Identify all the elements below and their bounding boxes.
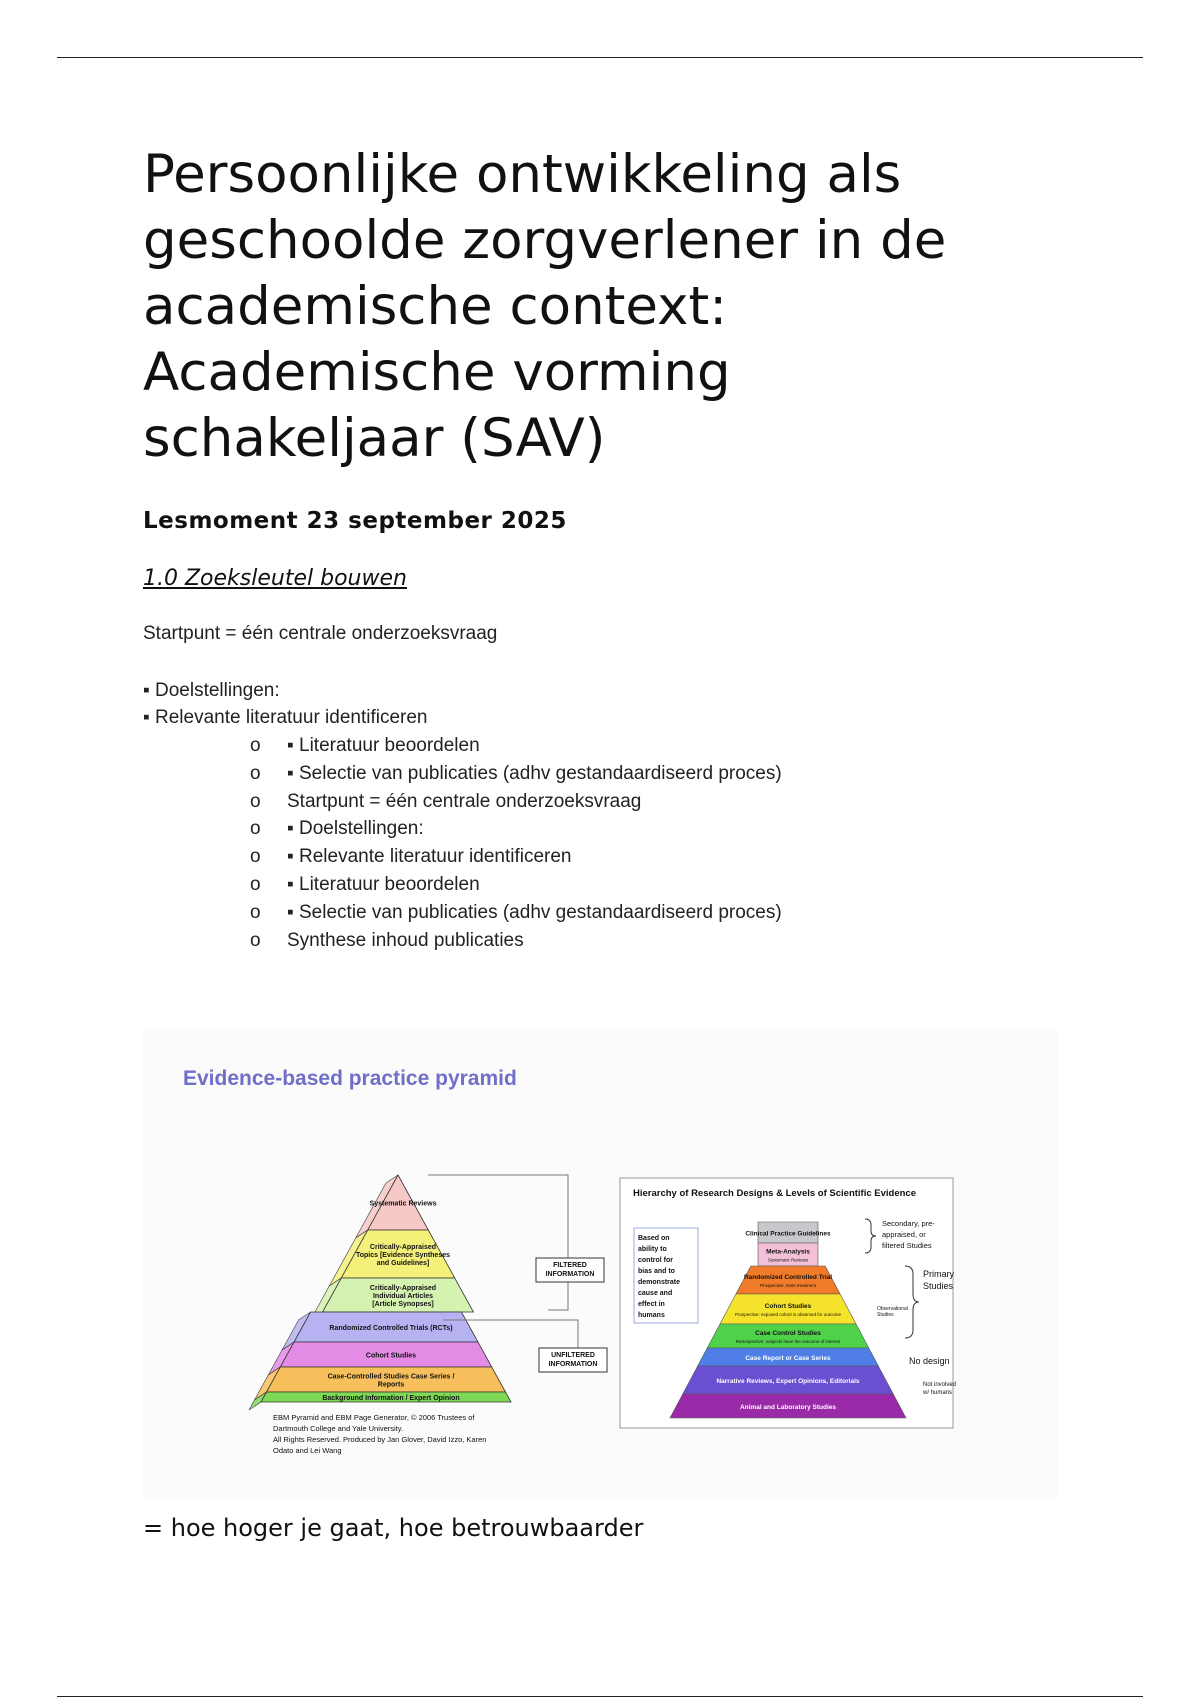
sub-list-text: ▪ Selectie van publicaties (adhv gestandaardiseerd proces) bbox=[287, 901, 782, 923]
pyramid-level-label: Randomized Controlled Trials (RCTs) bbox=[329, 1325, 453, 1332]
side-note-box bbox=[634, 1228, 698, 1323]
hierarchy-level-sublabel: Prospective, tests treatment bbox=[760, 1283, 816, 1288]
side-note-line: Based on ability to control for bias and to demonstrate cause and effect in humans bbox=[638, 1235, 681, 1319]
bullet-item: ▪ Relevante literatuur identificeren bbox=[143, 707, 428, 728]
right-pyramid-title: Hierarchy of Research Designs & Levels of Scientific Evidence bbox=[633, 1188, 917, 1199]
sub-list-item bbox=[250, 732, 782, 760]
hierarchy-level-sublabel: Retrospective: subjects have the outcome of interest bbox=[735, 1339, 841, 1344]
hierarchy-level-label: Cohort Studies bbox=[764, 1303, 812, 1310]
bullet-item: ▪ Doelstellingen: bbox=[143, 680, 280, 701]
pyramid-level-label: Critically-Appraised Topics [Evidence Syntheses and Guidelines] bbox=[355, 1244, 451, 1267]
sub-list-item bbox=[250, 927, 782, 955]
title-line: geschoolde zorgverlener in de bbox=[143, 210, 947, 271]
list-marker: o bbox=[250, 873, 261, 895]
secondary-label: Secondary, pre-appraised, or filtered Studies bbox=[882, 1219, 935, 1250]
sub-list-item bbox=[250, 899, 782, 927]
list-marker: o bbox=[250, 762, 261, 784]
hierarchy-level-label: Meta-Analysis bbox=[766, 1248, 810, 1256]
pyramid-credit bbox=[273, 1413, 486, 1455]
left-pyramid bbox=[249, 1175, 607, 1455]
sub-list-text: ▪ Relevante literatuur identificeren bbox=[287, 846, 572, 868]
list-marker: o bbox=[250, 735, 261, 756]
bullet-list bbox=[143, 677, 428, 731]
credit-line: EBM Pyramid and EBM Page Generator, © 2006 Trustees of Dartmouth College and Yale University. All Rights Reserved. Produced by Jan Glover, David Izzo, Karen Odato and Lei Wang bbox=[273, 1413, 487, 1455]
sub-list-text: Startpunt = één centrale onderzoeksvraag bbox=[287, 790, 642, 812]
not-involved-label: Not involved w/ humans bbox=[923, 1382, 957, 1396]
no-design-label: No design bbox=[909, 1356, 950, 1366]
right-pyramid bbox=[620, 1178, 956, 1428]
sub-list bbox=[250, 732, 782, 954]
sub-list-text: ▪ Literatuur beoordelen bbox=[287, 873, 480, 895]
hierarchy-level-label: Animal and Laboratory Studies bbox=[739, 1404, 837, 1411]
unfiltered-label: UNFILTERED INFORMATION bbox=[548, 1352, 598, 1368]
list-marker: o bbox=[250, 929, 261, 951]
title-line: Academische vorming bbox=[143, 342, 731, 403]
title-line: Persoonlijke ontwikkeling als bbox=[143, 144, 902, 205]
filtered-label: FILTERED INFORMATION bbox=[545, 1262, 595, 1278]
pyramid-level-label: Critically-Appraised Individual Articles [Article Synopses] bbox=[369, 1285, 437, 1308]
title-line: academische context: bbox=[143, 276, 728, 337]
hierarchy-level-label: Clinical Practice Guidelines bbox=[745, 1230, 831, 1238]
sub-list-text: Synthese inhoud publicaties bbox=[287, 929, 524, 951]
conclusion-text: = hoe hoger je gaat, hoe betrouwbaarder bbox=[143, 1514, 644, 1542]
evidence-pyramid-svg bbox=[143, 1030, 1058, 1500]
list-marker: o bbox=[250, 901, 261, 923]
observational-label: Observational Studies bbox=[877, 1306, 908, 1318]
evidence-pyramid-figure bbox=[143, 1030, 1058, 1500]
list-marker: o bbox=[250, 790, 261, 812]
hierarchy-level-label: Narrative Reviews, Expert Opinions, Editorials bbox=[716, 1378, 860, 1385]
pyramid-level-label: Case-Controlled Studies Case Series / Reports bbox=[327, 1373, 455, 1389]
sub-list-item bbox=[250, 815, 782, 843]
list-marker: o bbox=[250, 818, 261, 840]
figure-heading: Evidence-based practice pyramid bbox=[183, 1067, 517, 1090]
hierarchy-level-sublabel: Systematic Reviews bbox=[767, 1257, 809, 1263]
title-line: schakeljaar (SAV) bbox=[143, 408, 606, 469]
sub-list-text: ▪ Literatuur beoordelen bbox=[287, 735, 480, 756]
pyramid-level-label: Cohort Studies bbox=[365, 1352, 417, 1360]
document-title bbox=[143, 142, 1123, 472]
list-marker: o bbox=[250, 846, 261, 868]
sub-list-text: ▪ Selectie van publicaties (adhv gestandaardiseerd proces) bbox=[287, 762, 782, 784]
pyramid-level-label: Background Information / Expert Opinion bbox=[322, 1395, 460, 1402]
pyramid-level-label: Systematic Reviews bbox=[369, 1200, 437, 1208]
sub-list-item bbox=[250, 843, 782, 871]
startpunt-text: Startpunt = één centrale onderzoeksvraag bbox=[143, 623, 498, 644]
hierarchy-level-sublabel: Prospective: exposed cohort is observed for outcome bbox=[734, 1312, 842, 1317]
top-rule bbox=[57, 57, 1143, 58]
primary-label: Primary Studies bbox=[923, 1269, 954, 1291]
sub-list-text: ▪ Doelstellingen: bbox=[287, 818, 424, 840]
sub-list-item bbox=[250, 788, 782, 816]
hierarchy-level-label: Randomized Controlled Trial bbox=[743, 1274, 833, 1281]
sub-list-item bbox=[250, 760, 782, 788]
sub-list-item bbox=[250, 871, 782, 899]
section-heading: 1.0 Zoeksleutel bouwen bbox=[143, 566, 407, 591]
hierarchy-level-label: Case Report or Case Series bbox=[745, 1355, 831, 1362]
bottom-rule bbox=[57, 1696, 1143, 1697]
lesmoment-heading: Lesmoment 23 september 2025 bbox=[143, 508, 567, 534]
hierarchy-level-label: Case Control Studies bbox=[755, 1330, 821, 1337]
